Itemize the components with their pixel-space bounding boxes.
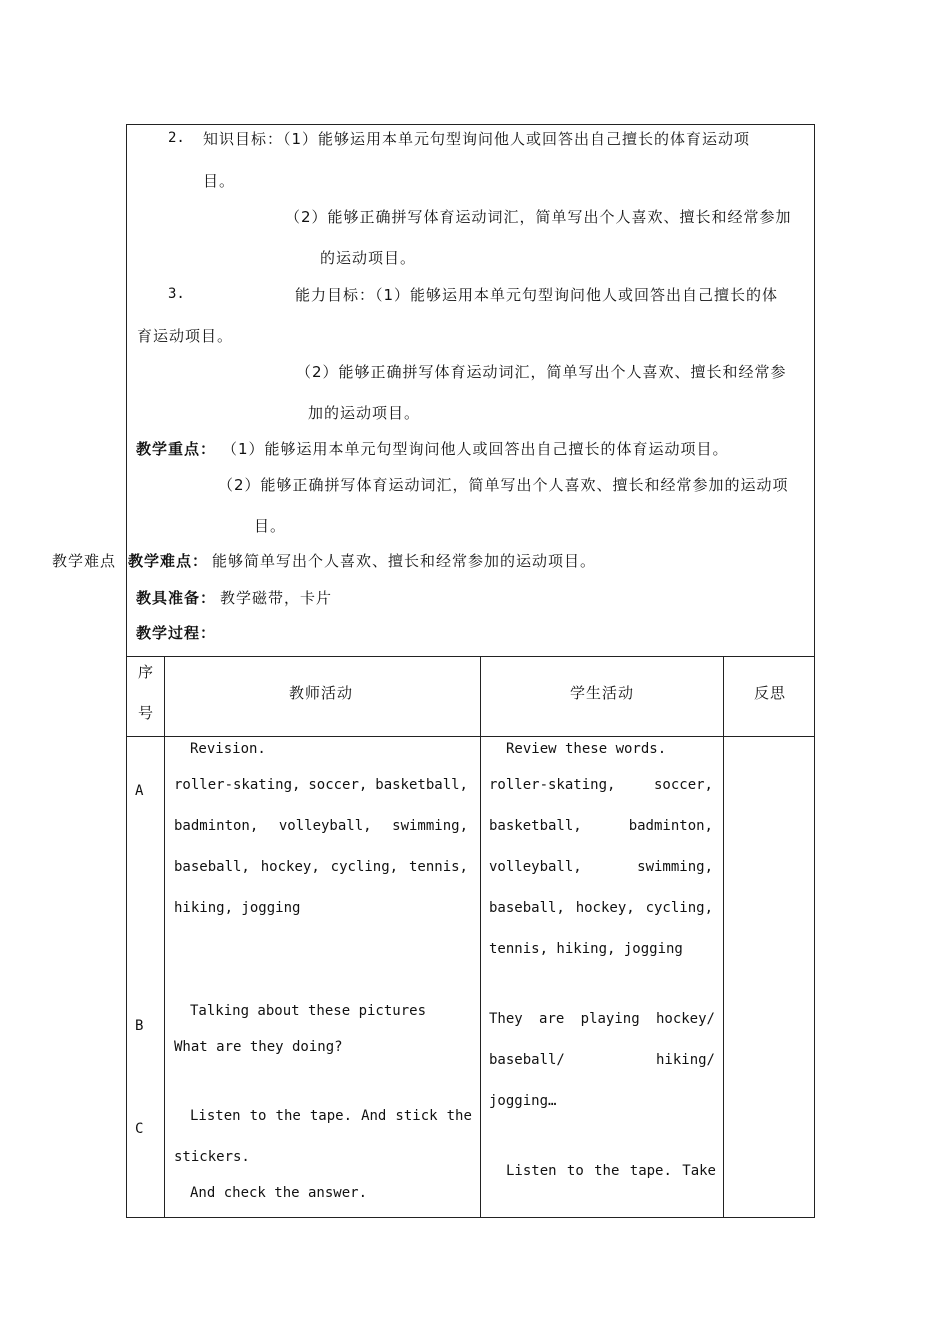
student-words-line2 [489,818,713,834]
word: the [275,1108,301,1124]
process-label: 教学过程： [136,624,217,642]
teacher-words-line3 [174,859,468,875]
teacher-listen-line1 [190,1108,472,1124]
word: volleyball, [278,818,372,834]
student-words-line1 [489,777,713,793]
word: the [446,1108,472,1124]
table-col-divider-1 [164,656,165,1218]
word: soccer, [653,777,713,793]
header-reflection: 反思 [754,684,787,702]
word: Listen [190,1108,241,1124]
word: stick [395,1108,438,1124]
student-playing-line2 [489,1052,715,1068]
word: the [594,1163,620,1179]
student-playing-line1 [489,1011,715,1027]
word: swimming, [392,818,468,834]
word: hockey/ [655,1011,715,1027]
word: hockey, [575,900,635,916]
materials-label: 教具准备： [136,589,217,607]
materials-text: 教学磁带，卡片 [220,589,333,607]
student-words-line3 [489,859,713,875]
ability-objective-line2: （2）能够正确拼写体育运动词汇，简单写出个人喜欢、擅长和经常参 [296,363,787,381]
header-seq-char1: 序 [138,663,155,681]
key-points-label: 教学重点： [136,440,217,458]
word: to [249,1108,267,1124]
word: to [566,1163,584,1179]
student-words-line5: tennis, hiking, jogging [489,941,683,957]
teacher-question: What are they doing? [174,1039,343,1055]
table-col-divider-3 [723,656,724,1218]
word: swimming, [637,859,713,875]
difficulty-label: 教学难点： [128,552,209,570]
header-student-activity: 学生活动 [570,684,635,702]
word: hockey, [260,859,320,875]
word: tennis, [408,859,468,875]
student-listen-line [506,1163,716,1179]
word: cycling, [645,900,713,916]
knowledge-objective-line1: 知识目标：（1）能够运用本单元句型询问他人或回答出自己擅长的体育运动项 [203,130,751,148]
knowledge-objective-wrap1: 目。 [203,172,236,190]
ability-objective-line1: 能力目标：（1）能够运用本单元句型询问他人或回答出自己擅长的体 [295,286,779,304]
knowledge-objective-wrap2: 的运动项目。 [320,249,417,267]
table-col-divider-2 [480,656,481,1218]
word: baseball, [489,900,565,916]
margin-label-difficulty: 教学难点 [52,552,117,570]
teacher-talking: Talking about these pictures [190,1003,427,1019]
word: badminton, [174,818,259,834]
key-points-line2: （2）能够正确拼写体育运动词汇，简单写出个人喜欢、擅长和经常参加的运动项 [218,476,789,494]
word: baseball, [174,859,250,875]
word: playing [580,1011,640,1027]
word: roller-skating, [174,777,301,793]
word: And [361,1108,387,1124]
ability-objective-wrap2: 加的运动项目。 [308,404,421,422]
student-review: Review these words. [506,741,667,757]
word: soccer, [308,777,368,793]
word: They [489,1011,523,1027]
student-words-line4 [489,900,713,916]
table-header-divider [126,736,815,737]
table-top-border [126,656,815,657]
student-playing-line3: jogging… [489,1093,557,1109]
ability-number: 3. [168,286,185,302]
row-label-c: C [135,1121,144,1137]
row-label-b: B [135,1018,144,1034]
knowledge-objective-line2: （2）能够正确拼写体育运动词汇，简单写出个人喜欢、擅长和经常参加 [285,208,792,226]
word: cycling, [330,859,399,875]
row-label-a: A [135,783,144,799]
difficulty-text: 能够简单写出个人喜欢、擅长和经常参加的运动项目。 [212,552,597,570]
word: volleyball, [489,859,582,875]
key-points-line1: （1）能够运用本单元句型询问他人或回答出自己擅长的体育运动项目。 [222,440,729,458]
word: baseball/ [489,1052,565,1068]
word: Take [682,1163,716,1179]
word: Listen [506,1163,557,1179]
teacher-words-line2 [174,818,468,834]
word: tape. [309,1108,353,1124]
key-points-wrap: 目。 [254,517,287,535]
word: basketball, [489,818,582,834]
word: roller-skating, [489,777,616,793]
word: tape. [629,1163,672,1179]
knowledge-number: 2. [168,130,185,146]
word: badminton, [628,818,713,834]
teacher-words-line1 [174,777,468,793]
word: are [539,1011,565,1027]
teacher-check: And check the answer. [190,1185,368,1201]
word: basketball, [375,777,468,793]
teacher-listen-line2: stickers. [174,1149,250,1165]
header-teacher-activity: 教师活动 [289,684,354,702]
teacher-words-line4: hiking, jogging [174,900,301,916]
word: hiking/ [655,1052,715,1068]
ability-objective-wrap1: 育运动项目。 [137,327,234,345]
header-seq-char2: 号 [138,704,155,722]
teacher-revision: Revision. [190,741,266,757]
